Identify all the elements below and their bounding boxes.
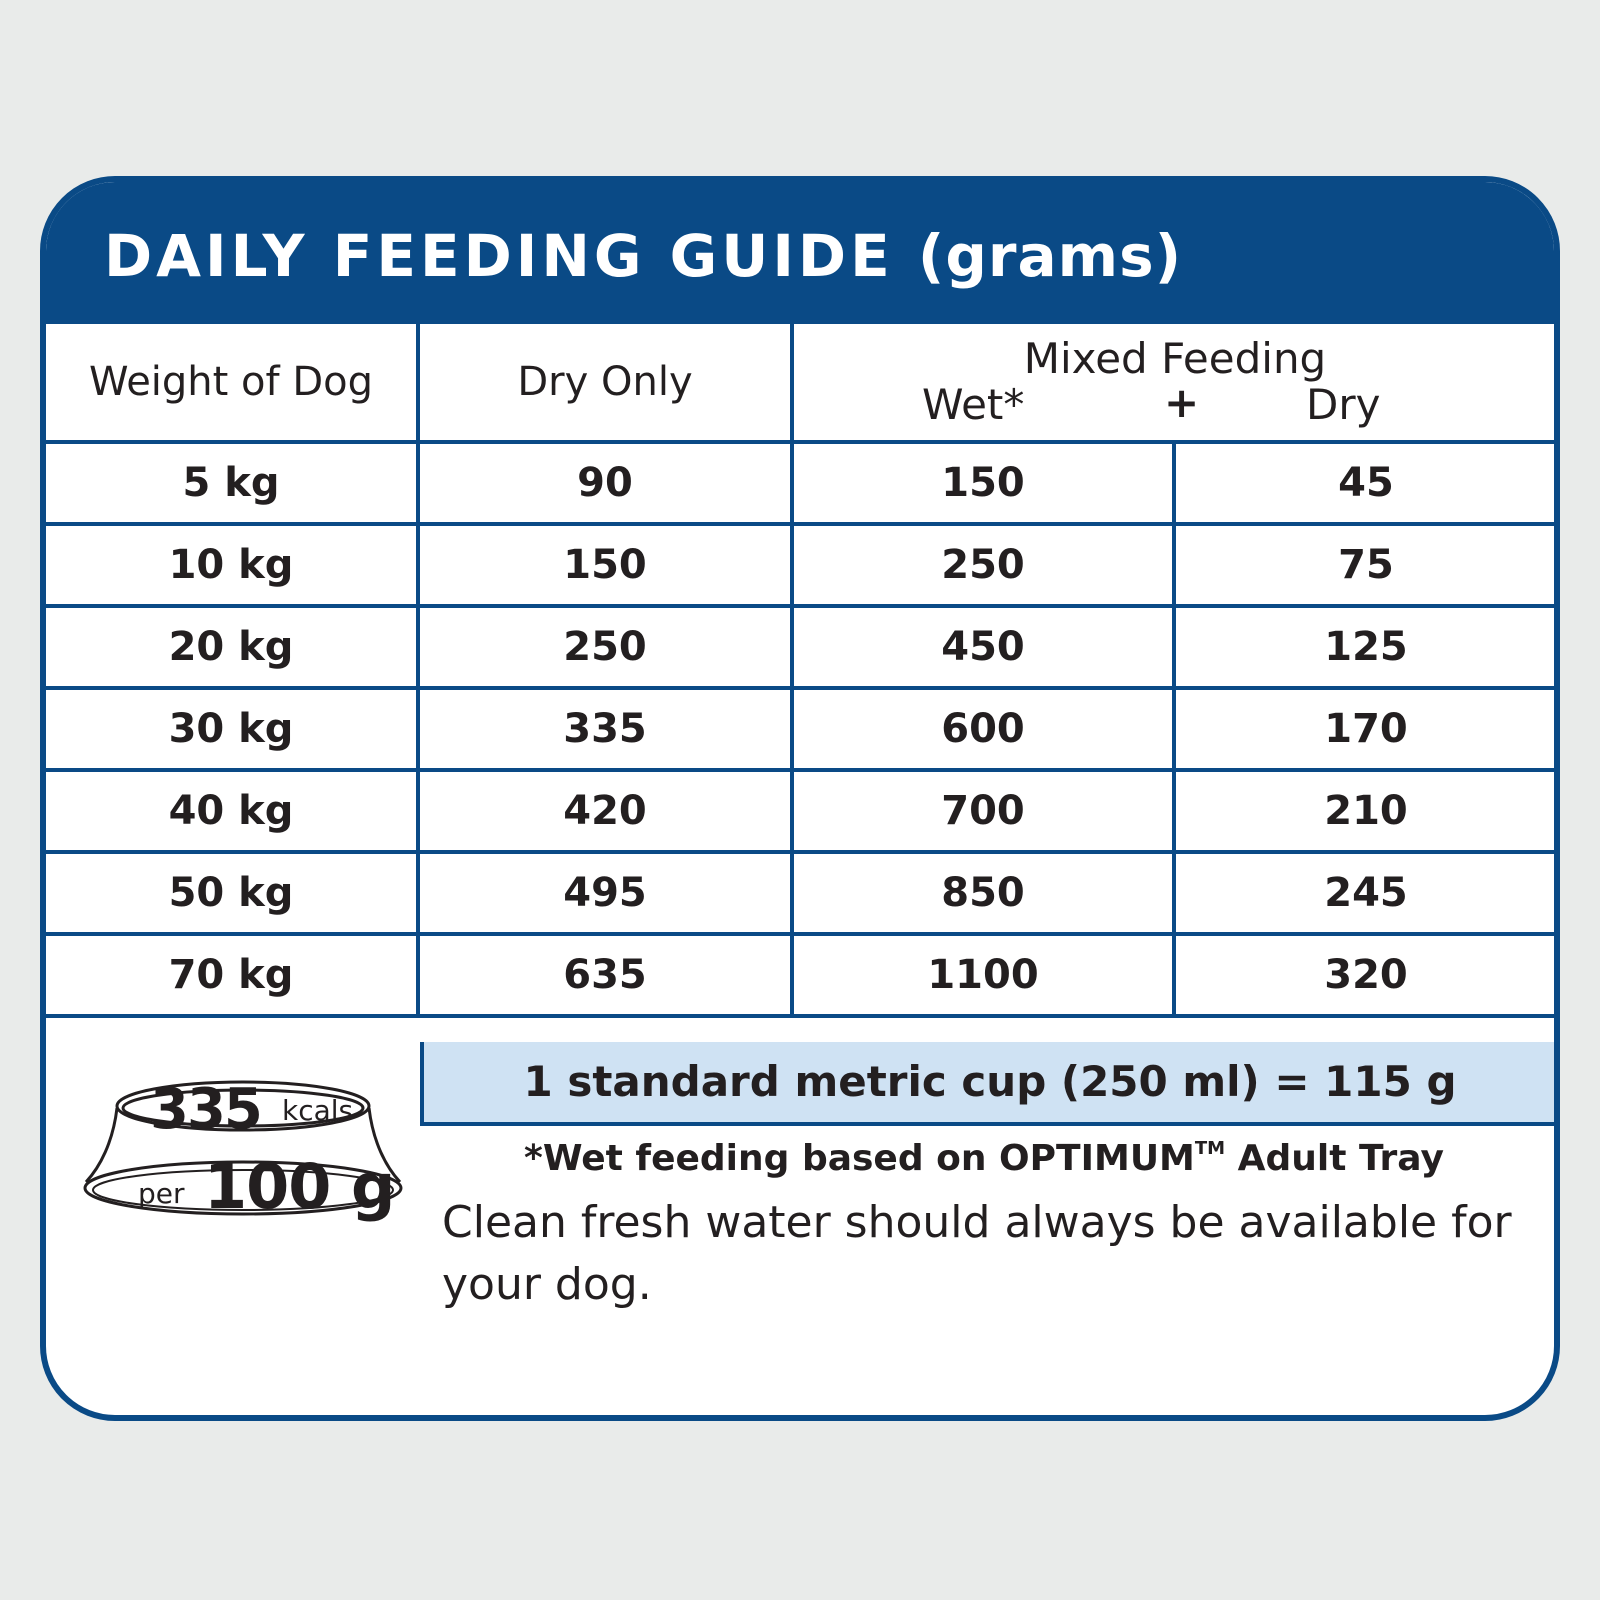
cell-dry: 210 [1174, 770, 1556, 852]
cell-dry-only: 420 [418, 770, 792, 852]
cell-wet: 250 [792, 524, 1174, 606]
cell-wet: 450 [792, 606, 1174, 688]
table-row [46, 934, 1556, 1016]
table-row [46, 852, 1556, 934]
cell-dry-only: 495 [418, 852, 792, 934]
cell-dry: 170 [1174, 688, 1556, 770]
table-row [46, 688, 1556, 770]
cell-dry: 75 [1174, 524, 1556, 606]
wet-note-end: Adult Tray [1225, 1138, 1444, 1179]
header-mixed-feeding [792, 322, 1556, 442]
cell-weight: 70 kg [46, 934, 418, 1016]
cell-weight: 10 kg [46, 524, 418, 606]
cell-dry: 245 [1174, 852, 1556, 934]
cell-dry-only: 250 [418, 606, 792, 688]
cell-dry-only: 635 [418, 934, 792, 1016]
cell-dry: 125 [1174, 606, 1556, 688]
cell-weight: 5 kg [46, 442, 418, 524]
header-dry: Dry [1306, 380, 1381, 429]
feeding-table [46, 320, 1556, 1018]
cell-weight: 20 kg [46, 606, 418, 688]
cell-dry: 45 [1174, 442, 1556, 524]
cell-dry-only: 335 [418, 688, 792, 770]
cell-weight: 40 kg [46, 770, 418, 852]
feeding-guide-card [40, 176, 1560, 1421]
cell-wet: 850 [792, 852, 1174, 934]
table-row [46, 442, 1556, 524]
wet-feeding-note [524, 1138, 1444, 1179]
cell-wet: 700 [792, 770, 1174, 852]
cell-dry-only: 150 [418, 524, 792, 606]
header-dry-only: Dry Only [418, 322, 792, 442]
energy-per: per [138, 1177, 185, 1210]
table-row [46, 606, 1556, 688]
cell-wet: 1100 [792, 934, 1174, 1016]
wet-note-text: *Wet feeding based on OPTIMUM [524, 1138, 1195, 1179]
cell-weight: 30 kg [46, 688, 418, 770]
title-text: DAILY FEEDING GUIDE [104, 222, 894, 290]
cup-conversion-note: 1 standard metric cup (250 ml) = 115 g [420, 1042, 1556, 1126]
energy-amount: 100 g [204, 1150, 395, 1223]
energy-value: 335 [150, 1077, 261, 1142]
header-wet: Wet* [922, 380, 1025, 429]
water-note: Clean fresh water should always be available for your dog. [442, 1197, 1512, 1310]
page-title [104, 222, 1182, 290]
cell-wet: 600 [792, 688, 1174, 770]
cell-weight: 50 kg [46, 852, 418, 934]
header-plus: + [1164, 378, 1200, 427]
cell-dry-only: 90 [418, 442, 792, 524]
cell-wet: 150 [792, 442, 1174, 524]
header-weight: Weight of Dog [46, 322, 418, 442]
cell-dry: 320 [1174, 934, 1556, 1016]
trademark-mark: TM [1194, 1138, 1226, 1159]
title-banner [46, 182, 1554, 324]
table-row [46, 524, 1556, 606]
header-mixed-label: Mixed Feeding [1023, 334, 1327, 383]
title-unit: (grams) [917, 222, 1183, 290]
table-row [46, 770, 1556, 852]
energy-unit: kcals [282, 1094, 354, 1127]
table-header-row [46, 322, 1556, 442]
